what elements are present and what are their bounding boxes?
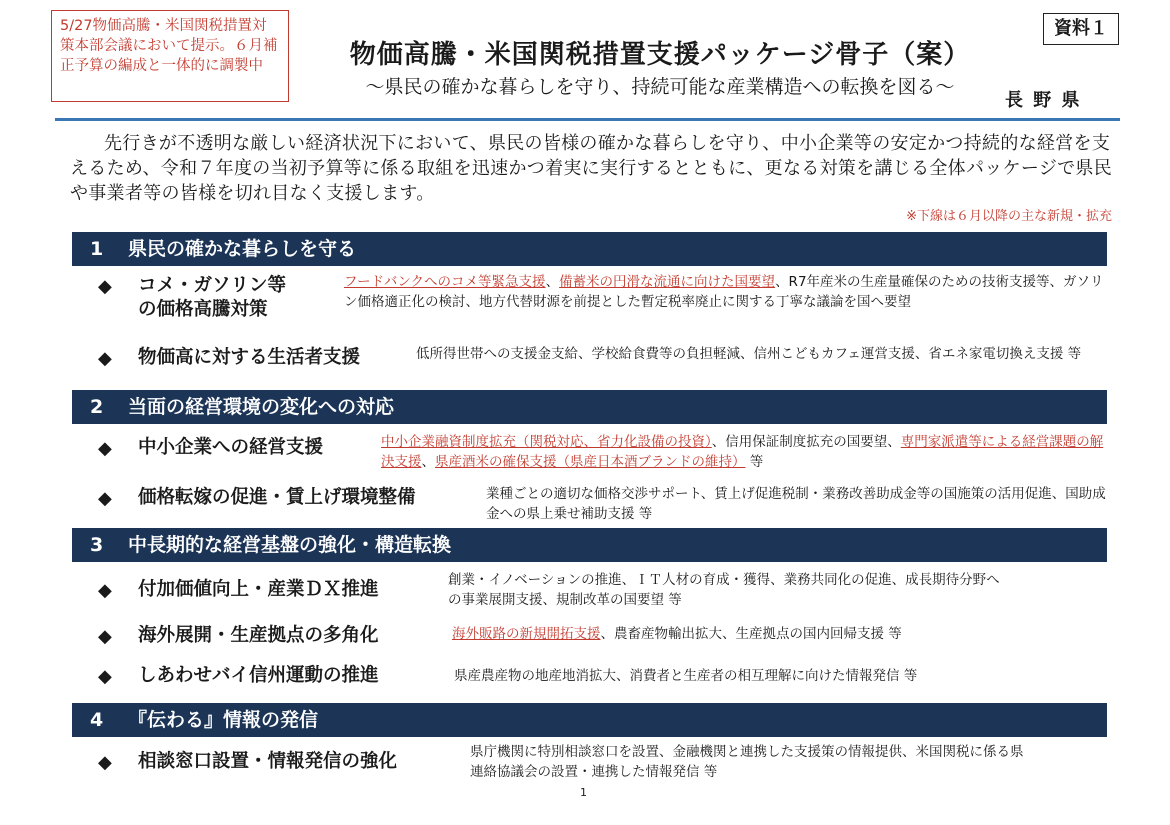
- description-text: 等: [745, 454, 764, 470]
- section-title: 当面の経営環境の変化への対応: [128, 396, 395, 418]
- section-title: 県民の確かな暮らしを守る: [128, 238, 357, 260]
- author-label: 長 野 県: [1005, 90, 1082, 111]
- diamond-bullet-icon: ◆: [98, 488, 112, 509]
- item-title-line: の価格高騰対策: [138, 299, 268, 320]
- section-2-header: [72, 390, 1107, 424]
- item-title: 価格転嫁の促進・賃上げ環境整備: [138, 487, 416, 508]
- item-description: 業種ごとの適切な価格交渉サポート、賃上げ促進税制・業務改善助成金等の国施策の活用促進、国助成金への県上乗せ補助支援 等: [486, 486, 1106, 522]
- item-description: [344, 272, 1104, 312]
- diamond-bullet-icon: ◆: [98, 276, 112, 297]
- item-title: [138, 274, 286, 322]
- description-text: 、: [545, 274, 560, 290]
- section-title: 中長期的な経営基盤の強化・構造転換: [128, 534, 452, 556]
- section-4-header: [72, 703, 1107, 737]
- header-divider: [55, 118, 1120, 121]
- diamond-bullet-icon: ◆: [98, 666, 112, 687]
- highlight-text: 備蓄米の円滑な流通に向けた国要望: [559, 274, 776, 290]
- page-title: 物価高騰・米国関税措置支援パッケージ骨子（案）: [349, 40, 971, 70]
- item-description: 県庁機関に特別相談窓口を設置、金融機関と連携した支援策の情報提供、米国関税に係る県連絡協議会の設置・連携した情報発信 等: [470, 744, 1024, 780]
- diamond-bullet-icon: ◆: [98, 626, 112, 647]
- diamond-bullet-icon: ◆: [98, 348, 112, 369]
- highlight-text: 中小企業融資制度拡充（関税対応、省力化設備の投資）: [381, 434, 712, 450]
- list-item: [98, 486, 1108, 526]
- item-title: 物価高に対する生活者支援: [138, 347, 361, 368]
- diamond-bullet-icon: ◆: [98, 580, 112, 601]
- diamond-bullet-icon: ◆: [98, 438, 112, 459]
- list-item: [98, 572, 1108, 622]
- item-description: [452, 624, 1102, 644]
- section-title: 『伝わる』情報の発信: [128, 709, 319, 731]
- list-item: [98, 436, 1108, 478]
- list-item: [98, 664, 1108, 694]
- description-text: 、農畜産物輸出拡大、生産拠点の国内回帰支援 等: [600, 626, 902, 642]
- section-3-header: [72, 528, 1107, 562]
- highlight-text: 海外販路の新規開拓支援: [452, 626, 601, 642]
- intro-paragraph: 先行きが不透明な厳しい経済状況下において、県民の皆様の確かな暮らしを守り、中小企業等の安定かつ持続的な経営を支えるため、令和７年度の当初予算等に係る取組を迅速かつ着実に実行するとともに、更なる対策を講じる全体パッケージで県民や事業者等の皆様を切れ目なく支援します。: [70, 133, 1113, 204]
- item-title: しあわせバイ信州運動の推進: [138, 665, 379, 686]
- notice-box: 5/27物価高騰・米国関税措置対策本部会議において提示。６月補正予算の編成と一体的に調製中: [51, 10, 289, 102]
- description-text: 、R7年産米の生産量確保のための技術支援等、ガソリン価格適正化の検討、地方代替財源を前提とした暫定税率廃止に関する丁寧な議論を国へ要望: [344, 274, 1104, 310]
- list-item: [98, 744, 1108, 790]
- item-title: 付加価値向上・産業ＤＸ推進: [138, 579, 379, 600]
- document-label: 資料１: [1043, 13, 1119, 45]
- section-number: 3: [90, 534, 104, 556]
- item-title-line: コメ・ガソリン等: [138, 275, 287, 296]
- section-number: 1: [90, 238, 104, 260]
- description-text: 、: [421, 454, 435, 470]
- page-subtitle: ～県民の確かな暮らしを守り、持続可能な産業構造への転換を図る～: [365, 76, 955, 98]
- item-title: 中小企業への経営支援: [138, 437, 324, 458]
- list-item: [98, 274, 1108, 336]
- item-title: 相談窓口設置・情報発信の強化: [138, 751, 398, 772]
- item-description: 低所得世帯への支援金支給、学校給食費等の負担軽減、信州こどもカフェ運営支援、省エネ家電切換え支援 等: [416, 346, 1082, 362]
- item-title: 海外展開・生産拠点の多角化: [138, 625, 379, 646]
- highlight-text: 専門家派遣等による経営課題の解決支援: [381, 434, 1104, 470]
- section-number: 2: [90, 396, 104, 418]
- item-description: 県産農産物の地産地消拡大、消費者と生産者の相互理解に向けた情報発信 等: [454, 668, 918, 684]
- item-description: [381, 432, 1106, 472]
- highlight-text: 県産酒米の確保支援（県産日本酒ブランドの維持）: [435, 454, 746, 470]
- section-number: 4: [90, 709, 104, 731]
- list-item: [98, 346, 1108, 386]
- underline-note: ※下線は６月以降の主な新規・拡充: [906, 209, 1112, 224]
- section-1-header: [72, 232, 1107, 266]
- item-description: 創業・イノベーションの推進、ＩＴ人材の育成・獲得、業務共同化の促進、成長期待分野への事業展開支援、規制改革の国要望 等: [448, 572, 1000, 608]
- description-text: 、信用保証制度拡充の国要望、: [711, 434, 901, 450]
- diamond-bullet-icon: ◆: [98, 752, 112, 773]
- page-number: 1: [580, 786, 587, 799]
- highlight-text: フードバンクへのコメ等緊急支援: [344, 274, 546, 290]
- list-item: [98, 624, 1108, 654]
